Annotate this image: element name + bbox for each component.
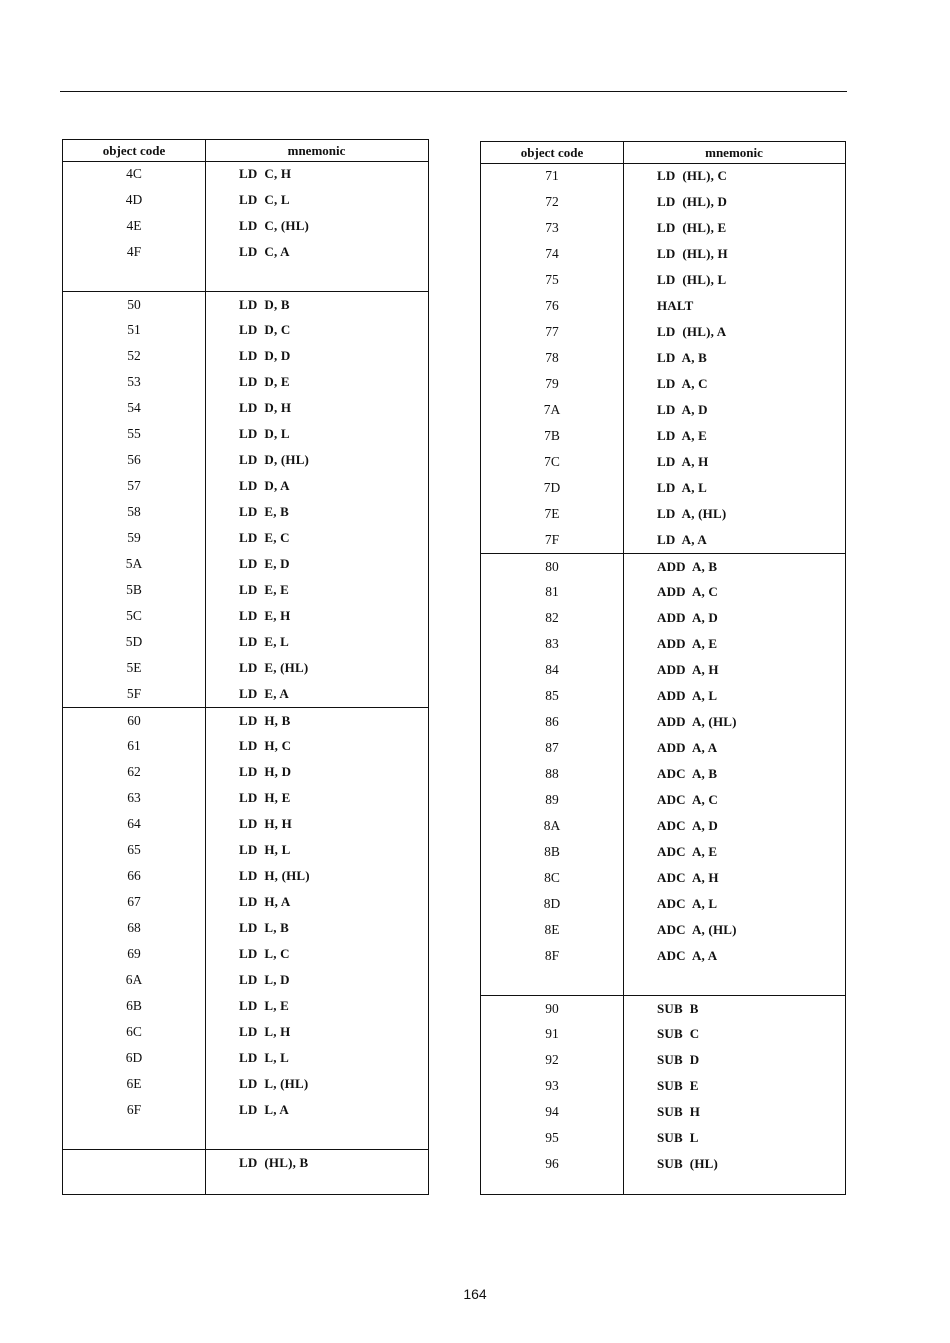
mnemonic-cell: LD H, H <box>239 816 292 831</box>
table-row <box>63 1071 428 1097</box>
object-code-cell: 73 <box>545 220 559 235</box>
object-code-cell: 59 <box>127 530 141 545</box>
table-row <box>481 683 845 709</box>
mnemonic-cell: ADC A, C <box>657 792 719 807</box>
object-code-cell: 75 <box>545 272 559 287</box>
object-code-cell: 80 <box>545 559 559 574</box>
mnemonic-cell: LD A, H <box>657 454 709 469</box>
table-row <box>63 187 428 213</box>
mnemonic-cell: LD L, H <box>239 1024 291 1039</box>
header-mnemonic: mnemonic <box>705 145 763 160</box>
object-code-cell: 85 <box>545 688 559 703</box>
table-row <box>63 655 428 681</box>
table-row <box>63 291 428 318</box>
object-code-cell: 95 <box>545 1130 559 1145</box>
object-code-cell: 96 <box>545 1156 559 1171</box>
mnemonic-cell: SUB L <box>657 1130 699 1145</box>
mnemonic-cell: LD (HL), B <box>239 1155 309 1170</box>
object-code-cell: 51 <box>127 322 141 337</box>
table-row <box>63 525 428 551</box>
object-code-cell: 6F <box>126 1102 142 1117</box>
object-code-cell: 7D <box>543 480 561 495</box>
mnemonic-cell: ADC A, B <box>657 766 718 781</box>
table-row <box>63 811 428 837</box>
table-row <box>481 423 845 449</box>
table-header <box>63 140 428 162</box>
table-row <box>63 889 428 915</box>
object-code-cell: 90 <box>545 1001 559 1016</box>
object-code-cell: 53 <box>127 374 141 389</box>
mnemonic-cell: LD A, E <box>657 428 708 443</box>
object-code-cell: 4F <box>126 244 142 259</box>
mnemonic-cell: LD L, B <box>239 920 290 935</box>
object-code-cell: 6A <box>125 972 143 987</box>
object-code-cell: 5B <box>126 582 142 597</box>
mnemonic-cell: LD H, B <box>239 713 291 728</box>
table-row <box>481 605 845 631</box>
table-row <box>481 527 845 553</box>
mnemonic-cell: LD A, C <box>657 376 708 391</box>
object-code-cell: 66 <box>127 868 141 883</box>
table-row <box>63 707 428 734</box>
object-code-cell: 54 <box>127 400 141 415</box>
table-row <box>63 1045 428 1071</box>
object-code-cell: 72 <box>545 194 559 209</box>
table-row <box>481 735 845 761</box>
table-row <box>481 709 845 735</box>
object-code-cell: 91 <box>545 1026 559 1041</box>
table-row <box>63 915 428 941</box>
table-row <box>63 785 428 811</box>
object-code-cell: 74 <box>545 246 559 261</box>
mnemonic-cell: LD (HL), D <box>657 194 728 209</box>
mnemonic-cell: LD L, L <box>239 1050 290 1065</box>
mnemonic-cell: LD H, (HL) <box>239 868 310 883</box>
table-row <box>481 267 845 293</box>
table-row <box>63 421 428 447</box>
mnemonic-cell: ADD A, L <box>657 688 718 703</box>
mnemonic-cell: LD L, A <box>239 1102 290 1117</box>
mnemonic-cell: SUB (HL) <box>657 1156 719 1171</box>
mnemonic-cell: ADD A, D <box>657 610 719 625</box>
object-code-cell: 83 <box>545 636 559 651</box>
mnemonic-cell: ADD A, H <box>657 662 719 677</box>
mnemonic-cell: LD E, A <box>239 686 290 701</box>
object-code-cell: 6B <box>126 998 142 1013</box>
object-code-cell: 7A <box>543 402 561 417</box>
object-code-cell: 67 <box>127 894 141 909</box>
object-code-cell: 4C <box>126 166 142 181</box>
mnemonic-cell: SUB D <box>657 1052 700 1067</box>
object-code-cell: 84 <box>545 662 559 677</box>
table-row <box>481 189 845 215</box>
table-row <box>481 969 845 995</box>
mnemonic-cell: LD C, (HL) <box>239 218 310 233</box>
object-code-cell: 71 <box>545 168 559 183</box>
table-row <box>481 787 845 813</box>
mnemonic-cell: ADD A, E <box>657 636 718 651</box>
table-row <box>63 759 428 785</box>
object-code-cell: 6E <box>126 1076 142 1091</box>
mnemonic-cell: LD C, H <box>239 166 292 181</box>
object-code-cell: 57 <box>127 478 141 493</box>
mnemonic-cell: ADD A, A <box>657 740 718 755</box>
table-row <box>63 603 428 629</box>
table-row <box>481 449 845 475</box>
table-row <box>481 241 845 267</box>
table-row <box>481 657 845 683</box>
mnemonic-cell: ADC A, (HL) <box>657 922 737 937</box>
table-row <box>481 319 845 345</box>
mnemonic-cell: LD (HL), A <box>657 324 727 339</box>
mnemonic-cell: ADD A, (HL) <box>657 714 737 729</box>
object-code-cell: 7F <box>544 532 560 547</box>
header-object-code: object code <box>520 145 584 160</box>
mnemonic-cell: LD (HL), L <box>657 272 727 287</box>
object-code-cell: 86 <box>545 714 559 729</box>
object-code-cell: 69 <box>127 946 141 961</box>
table-row <box>63 213 428 239</box>
object-code-cell: 94 <box>545 1104 559 1119</box>
mnemonic-cell: ADC A, A <box>657 948 718 963</box>
mnemonic-cell: LD L, (HL) <box>239 1076 309 1091</box>
table-row <box>481 475 845 501</box>
mnemonic-cell: LD E, B <box>239 504 290 519</box>
object-code-cell: 8A <box>543 818 561 833</box>
object-code-cell: 8E <box>544 922 560 937</box>
object-code-cell: 60 <box>127 713 141 728</box>
table-row <box>63 265 428 291</box>
table-row <box>63 343 428 369</box>
object-code-cell: 4E <box>126 218 142 233</box>
page-number: 164 <box>463 1286 487 1302</box>
table-row <box>481 163 845 189</box>
object-code-cell: 5F <box>126 686 142 701</box>
table-row <box>63 629 428 655</box>
table-row <box>481 1125 845 1151</box>
table-row <box>481 1073 845 1099</box>
table-row <box>63 993 428 1019</box>
mnemonic-cell: LD E, C <box>239 530 290 545</box>
object-code-cell: 58 <box>127 504 141 519</box>
object-code-cell: 5A <box>125 556 143 571</box>
mnemonic-cell: LD L, C <box>239 946 290 961</box>
object-code-cell: 77 <box>545 324 559 339</box>
table-row <box>63 941 428 967</box>
table-row <box>481 839 845 865</box>
table-row <box>481 501 845 527</box>
object-code-cell: 62 <box>127 764 141 779</box>
table-row <box>481 865 845 891</box>
object-code-cell: 5D <box>125 634 143 649</box>
mnemonic-cell: LD (HL), C <box>657 168 728 183</box>
top-horizontal-rule <box>60 91 847 92</box>
table-row <box>481 215 845 241</box>
object-code-cell: 7E <box>544 506 560 521</box>
mnemonic-cell: LD C, A <box>239 244 290 259</box>
mnemonic-cell: LD D, H <box>239 400 292 415</box>
table-row <box>481 813 845 839</box>
mnemonic-cell: LD L, D <box>239 972 290 987</box>
mnemonic-cell: HALT <box>657 298 694 313</box>
table-row <box>481 1047 845 1073</box>
mnemonic-cell: LD D, L <box>239 426 290 441</box>
object-code-cell: 76 <box>545 298 559 313</box>
object-code-cell: 93 <box>545 1078 559 1093</box>
table-row <box>481 345 845 371</box>
table-header <box>481 142 845 164</box>
table-row <box>481 397 845 423</box>
mnemonic-cell: LD A, D <box>657 402 708 417</box>
table-row <box>481 995 845 1022</box>
table-row <box>63 1123 428 1149</box>
object-code-cell: 8F <box>544 948 560 963</box>
mnemonic-cell: LD E, (HL) <box>239 660 309 675</box>
mnemonic-cell: SUB C <box>657 1026 700 1041</box>
table-row <box>63 395 428 421</box>
mnemonic-cell: LD A, B <box>657 350 708 365</box>
table-row <box>481 579 845 605</box>
table-row <box>481 943 845 969</box>
mnemonic-cell: ADD A, B <box>657 559 718 574</box>
mnemonic-cell: LD A, L <box>657 480 708 495</box>
object-code-cell: 92 <box>545 1052 559 1067</box>
mnemonic-cell: ADC A, H <box>657 870 719 885</box>
table-row <box>63 863 428 889</box>
table-row <box>63 1019 428 1045</box>
object-code-cell: 8B <box>544 844 560 859</box>
object-code-cell: 7B <box>544 428 560 443</box>
object-code-cell: 64 <box>127 816 141 831</box>
mnemonic-cell: LD A, (HL) <box>657 506 727 521</box>
object-code-cell: 63 <box>127 790 141 805</box>
opcode-table-left <box>62 139 429 1195</box>
table-row <box>63 447 428 473</box>
object-code-cell: 87 <box>545 740 559 755</box>
table-row <box>63 967 428 993</box>
table-row <box>63 681 428 707</box>
table-row <box>63 239 428 265</box>
object-code-cell: 82 <box>545 610 559 625</box>
table-row <box>63 1097 428 1123</box>
object-code-cell: 5C <box>126 608 142 623</box>
table-row <box>63 837 428 863</box>
mnemonic-cell: ADC A, E <box>657 844 718 859</box>
object-code-cell: 79 <box>545 376 559 391</box>
table-row <box>481 891 845 917</box>
table-row <box>481 761 845 787</box>
mnemonic-cell: LD C, L <box>239 192 290 207</box>
table-row <box>63 161 428 187</box>
object-code-cell: 88 <box>545 766 559 781</box>
object-code-cell: 7C <box>544 454 560 469</box>
object-code-cell: 8C <box>544 870 560 885</box>
header-object-code: object code <box>102 143 166 158</box>
mnemonic-cell: LD L, E <box>239 998 290 1013</box>
mnemonic-cell: LD (HL), H <box>657 246 728 261</box>
table-row <box>63 317 428 343</box>
table-body <box>481 163 845 1194</box>
object-code-cell: 50 <box>127 297 141 312</box>
mnemonic-cell: LD D, C <box>239 322 291 337</box>
mnemonic-cell: LD H, L <box>239 842 291 857</box>
table-row <box>481 1151 845 1177</box>
mnemonic-cell: LD E, H <box>239 608 291 623</box>
table-row <box>63 1149 428 1176</box>
mnemonic-cell: ADD A, C <box>657 584 719 599</box>
table-row <box>481 1021 845 1047</box>
opcode-table-right <box>480 141 846 1195</box>
mnemonic-cell: SUB E <box>657 1078 699 1093</box>
object-code-cell: 5E <box>126 660 142 675</box>
mnemonic-cell: LD D, A <box>239 478 290 493</box>
header-mnemonic: mnemonic <box>287 143 346 158</box>
object-code-cell: 55 <box>127 426 141 441</box>
object-code-cell: 8D <box>543 896 561 911</box>
mnemonic-cell: LD H, A <box>239 894 291 909</box>
mnemonic-cell: ADC A, L <box>657 896 718 911</box>
object-code-cell: 52 <box>127 348 141 363</box>
mnemonic-cell: LD A, A <box>657 532 708 547</box>
mnemonic-cell: ADC A, D <box>657 818 719 833</box>
mnemonic-cell: SUB B <box>657 1001 699 1016</box>
mnemonic-cell: LD D, E <box>239 374 290 389</box>
mnemonic-cell: LD D, D <box>239 348 291 363</box>
table-row <box>481 553 845 580</box>
object-code-cell: 89 <box>545 792 559 807</box>
table-row <box>481 631 845 657</box>
object-code-cell: 81 <box>545 584 559 599</box>
object-code-cell: 6D <box>125 1050 143 1065</box>
object-code-cell: 6C <box>126 1024 142 1039</box>
mnemonic-cell: LD E, L <box>239 634 290 649</box>
table-row <box>63 551 428 577</box>
table-body <box>63 161 428 1194</box>
table-row <box>481 371 845 397</box>
object-code-cell: 68 <box>127 920 141 935</box>
mnemonic-cell: LD H, C <box>239 738 292 753</box>
mnemonic-cell: SUB H <box>657 1104 701 1119</box>
object-code-cell: 56 <box>127 452 141 467</box>
table-row <box>481 917 845 943</box>
table-row <box>481 1099 845 1125</box>
mnemonic-cell: LD E, D <box>239 556 290 571</box>
object-code-cell: 78 <box>545 350 559 365</box>
mnemonic-cell: LD D, B <box>239 297 290 312</box>
mnemonic-cell: LD D, (HL) <box>239 452 310 467</box>
mnemonic-cell: LD H, E <box>239 790 291 805</box>
object-code-cell: 61 <box>127 738 141 753</box>
table-row <box>63 473 428 499</box>
table-row <box>63 499 428 525</box>
mnemonic-cell: LD H, D <box>239 764 292 779</box>
table-row <box>63 733 428 759</box>
mnemonic-cell: LD E, E <box>239 582 290 597</box>
table-row <box>63 369 428 395</box>
object-code-cell: 65 <box>127 842 141 857</box>
table-row <box>481 293 845 319</box>
mnemonic-cell: LD (HL), E <box>657 220 727 235</box>
table-row <box>63 577 428 603</box>
object-code-cell: 4D <box>125 192 143 207</box>
